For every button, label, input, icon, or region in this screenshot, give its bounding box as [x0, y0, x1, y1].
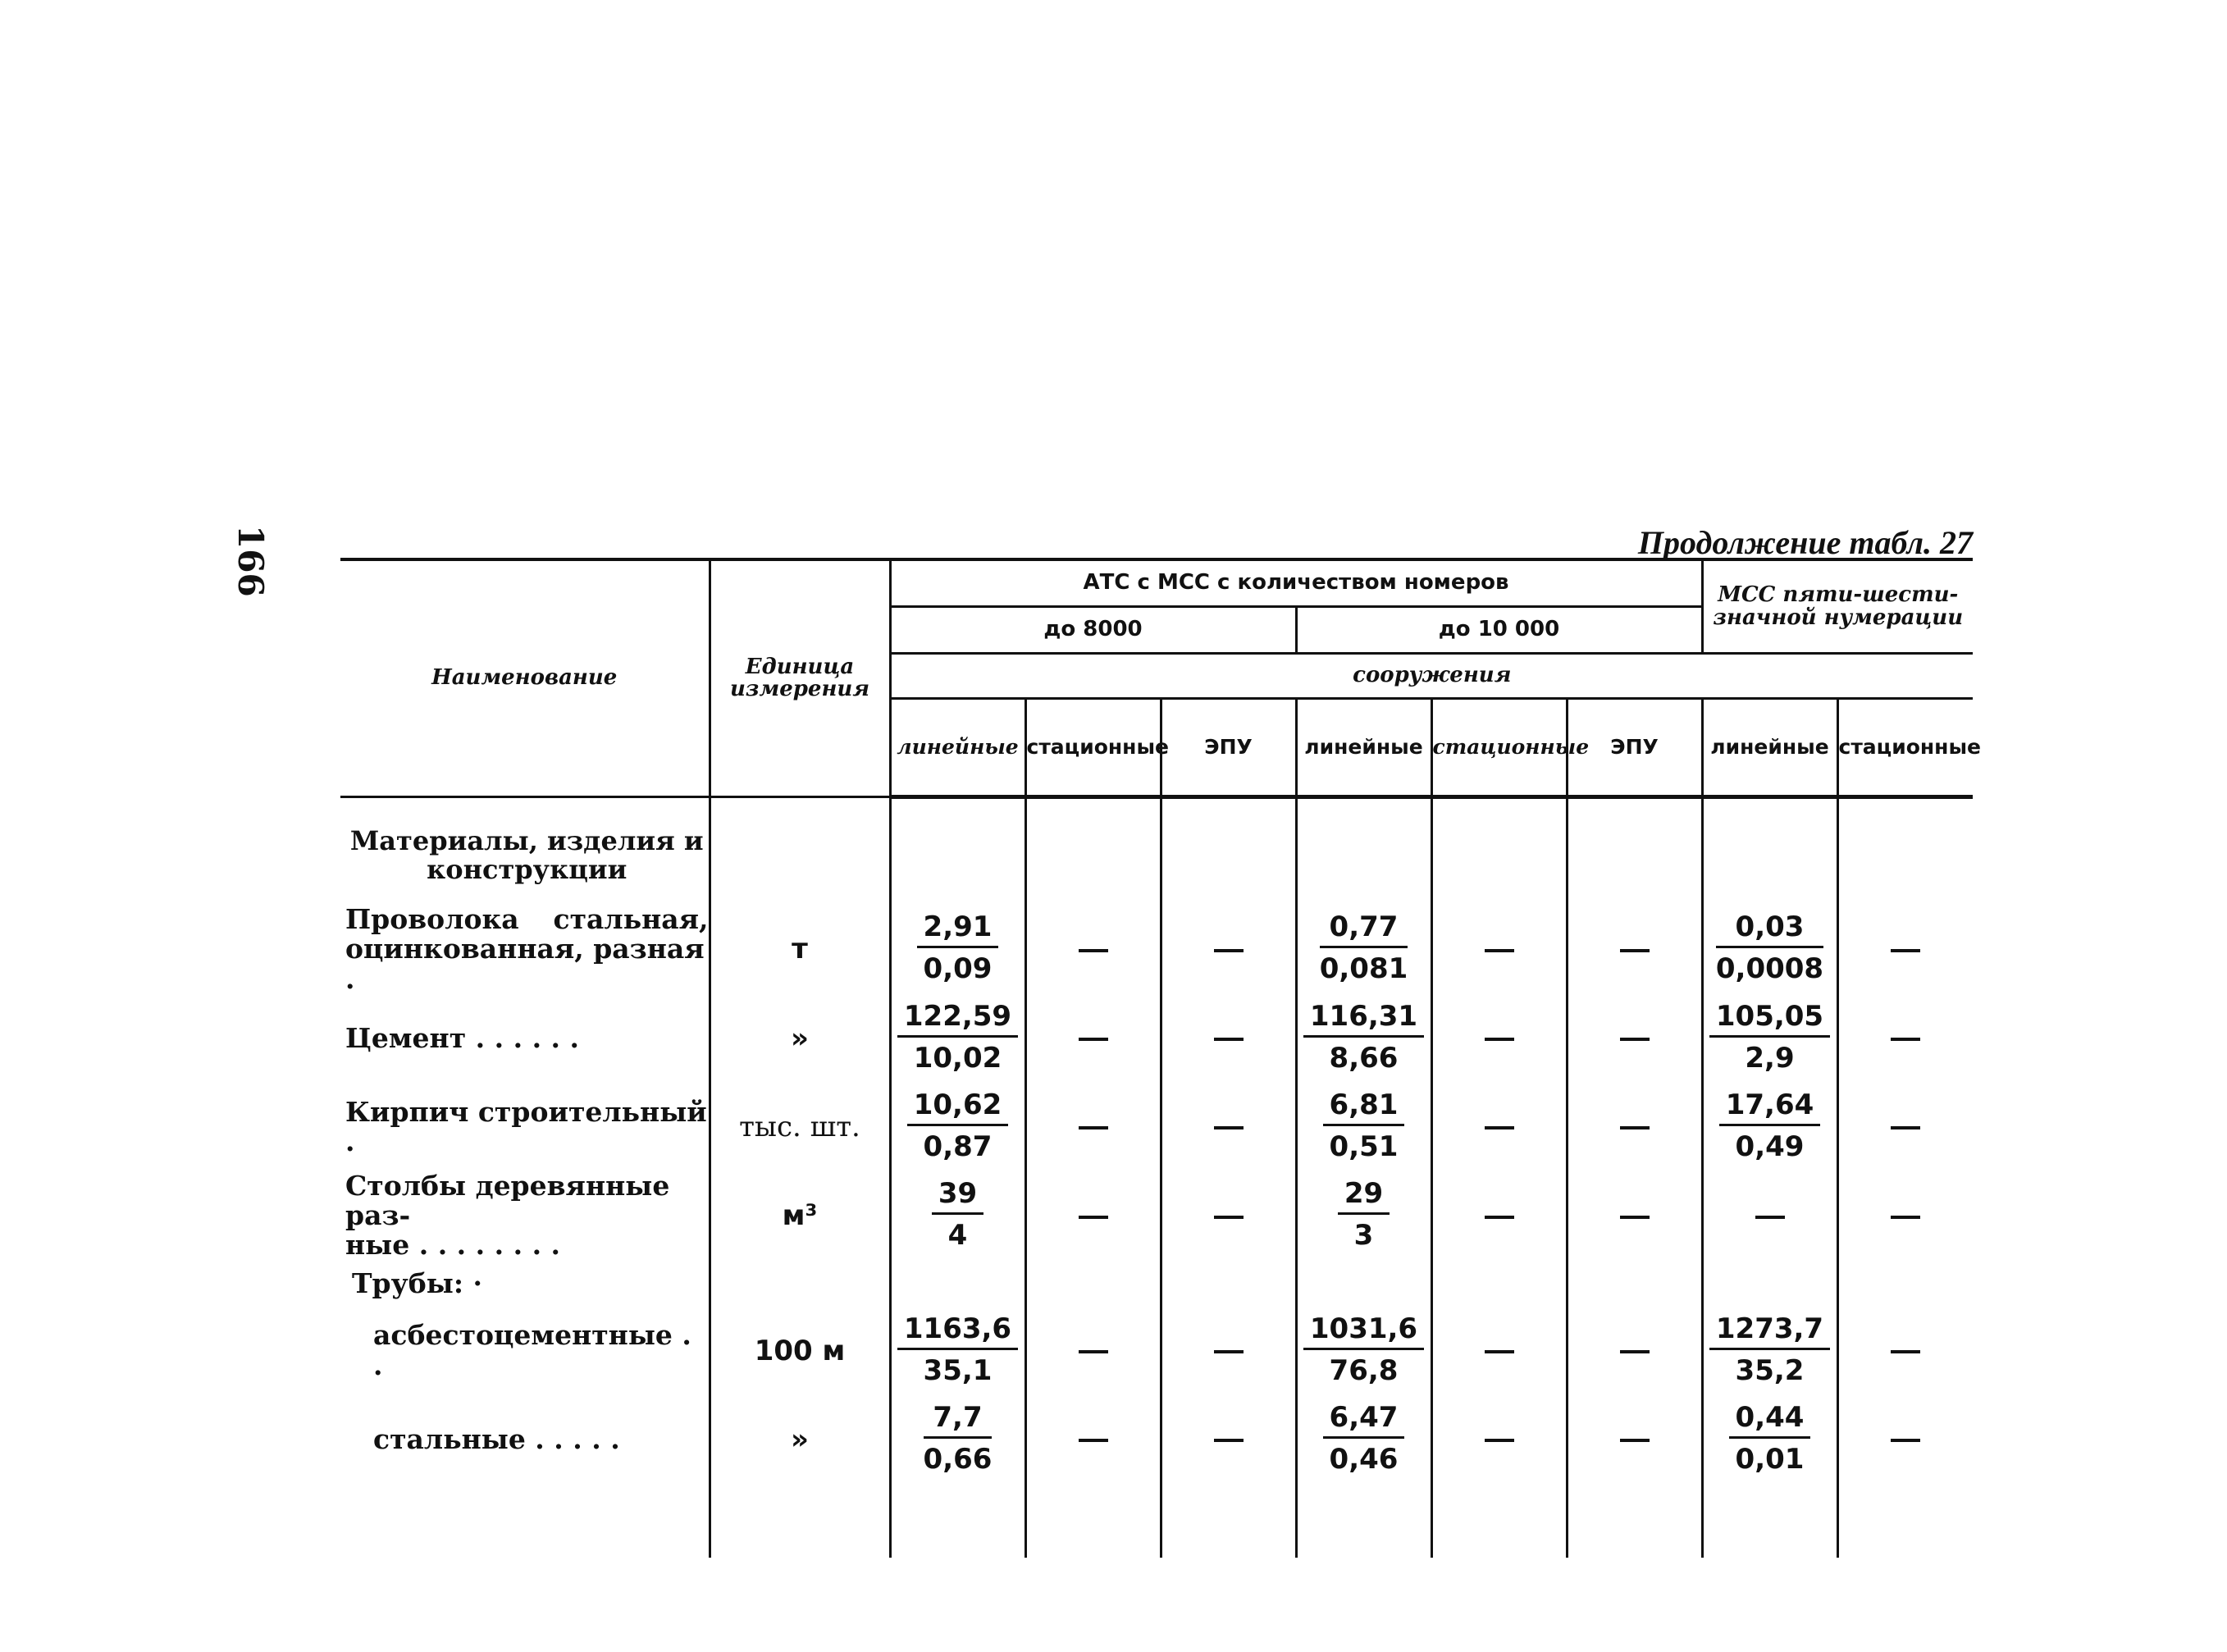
row-unit: м³ — [710, 1171, 890, 1261]
header-col-station-2: стационные — [1431, 699, 1567, 797]
row-name: стальные . . . . . — [340, 1395, 710, 1484]
dash-cell — [1431, 1395, 1567, 1484]
header-group-mcc: МСС пяти-шести-значной нумерации — [1702, 559, 1973, 654]
value-cell: $\frac{6,81}{0,51}$ — [1296, 1083, 1431, 1171]
value-cell: $\frac{0,44}{0,01}$ — [1702, 1395, 1837, 1484]
dash-cell — [1025, 1083, 1161, 1171]
section-title: Материалы, изделия и конструкции — [340, 797, 710, 906]
value-cell: $\frac{7,7}{0,66}$ — [890, 1395, 1025, 1484]
dash-cell — [1567, 905, 1702, 994]
value-cell: $\frac{1273,7}{35,2}$ — [1702, 1307, 1837, 1395]
value-cell: $\frac{2,91}{0,09}$ — [890, 905, 1025, 994]
row-name: Кирпич строительный . — [340, 1083, 710, 1171]
dash-cell — [1837, 1395, 1973, 1484]
dash-cell — [1431, 905, 1567, 994]
value-cell: $\frac{29}{3}$ — [1296, 1171, 1431, 1261]
dash-cell — [1567, 1171, 1702, 1261]
row-name: Цемент . . . . . . — [340, 994, 710, 1083]
dash-cell — [1837, 1171, 1973, 1261]
page-number: 166 — [230, 525, 271, 597]
dash-cell — [1161, 994, 1296, 1083]
value-cell: $\frac{10,62}{0,87}$ — [890, 1083, 1025, 1171]
dash-cell — [1025, 1395, 1161, 1484]
value-cell: $\frac{6,47}{0,46}$ — [1296, 1395, 1431, 1484]
value-cell: $\frac{39}{4}$ — [890, 1171, 1025, 1261]
dash-cell — [1837, 1083, 1973, 1171]
dash-cell — [1025, 994, 1161, 1083]
value-cell: $\frac{1163,6}{35,1}$ — [890, 1307, 1025, 1395]
row-unit: тыс. шт. — [710, 1083, 890, 1171]
dash-cell — [1025, 1307, 1161, 1395]
dash-cell — [1837, 905, 1973, 994]
dash-cell — [1161, 1395, 1296, 1484]
row-unit: » — [710, 994, 890, 1083]
value-cell: $\frac{105,05}{2,9}$ — [1702, 994, 1837, 1083]
value-cell: $\frac{17,64}{0,49}$ — [1702, 1083, 1837, 1171]
header-col-station-3: стационные — [1837, 699, 1973, 797]
row-unit: » — [710, 1395, 890, 1484]
header-col-linear-1: линейные — [890, 699, 1025, 797]
row-name: Столбы деревянные раз- ные . . . . . . . . — [340, 1171, 710, 1261]
dash-cell — [1567, 1083, 1702, 1171]
value-cell: $\frac{0,77}{0,081}$ — [1296, 905, 1431, 994]
header-structures: сооружения — [890, 654, 1973, 699]
dash-cell — [1161, 1083, 1296, 1171]
header-col-epu-2: ЭПУ — [1567, 699, 1702, 797]
dash-cell — [1837, 1307, 1973, 1395]
header-group-atc: АТС с МСС с количеством номеров — [890, 559, 1702, 607]
header-sub-10000: до 10 000 — [1296, 607, 1702, 654]
dash-cell — [1431, 1083, 1567, 1171]
group-title: Трубы: · — [340, 1261, 710, 1307]
dash-cell — [1837, 994, 1973, 1083]
row-unit: 100 м — [710, 1307, 890, 1395]
value-cell: $\frac{0,03}{0,0008}$ — [1702, 905, 1837, 994]
dash-cell — [1702, 1171, 1837, 1261]
header-col-epu-1: ЭПУ — [1161, 699, 1296, 797]
value-cell: $\frac{116,31}{8,66}$ — [1296, 994, 1431, 1083]
value-cell: $\frac{122,59}{10,02}$ — [890, 994, 1025, 1083]
dash-cell — [1161, 1171, 1296, 1261]
dash-cell — [1161, 905, 1296, 994]
header-col-linear-3: линейные — [1702, 699, 1837, 797]
materials-table — [340, 558, 1982, 1558]
header-unit: Единица измерения — [710, 559, 890, 797]
dash-cell — [1567, 994, 1702, 1083]
row-name: асбестоцементные . . — [340, 1307, 710, 1395]
row-unit: т — [710, 905, 890, 994]
dash-cell — [1567, 1307, 1702, 1395]
value-cell: $\frac{1031,6}{76,8}$ — [1296, 1307, 1431, 1395]
row-name: Проволока стальная, оцинкованная, разная . — [340, 905, 710, 994]
dash-cell — [1025, 1171, 1161, 1261]
dash-cell — [1431, 994, 1567, 1083]
header-col-linear-2: линейные — [1296, 699, 1431, 797]
header-sub-8000: до 8000 — [890, 607, 1296, 654]
header-name: Наименование — [340, 559, 710, 797]
dash-cell — [1431, 1171, 1567, 1261]
table-caption: Продолжение табл. 27 — [1637, 524, 1973, 561]
dash-cell — [1567, 1395, 1702, 1484]
dash-cell — [1431, 1307, 1567, 1395]
dash-cell — [1161, 1307, 1296, 1395]
dash-cell — [1025, 905, 1161, 994]
header-col-station-1: стационные — [1025, 699, 1161, 797]
